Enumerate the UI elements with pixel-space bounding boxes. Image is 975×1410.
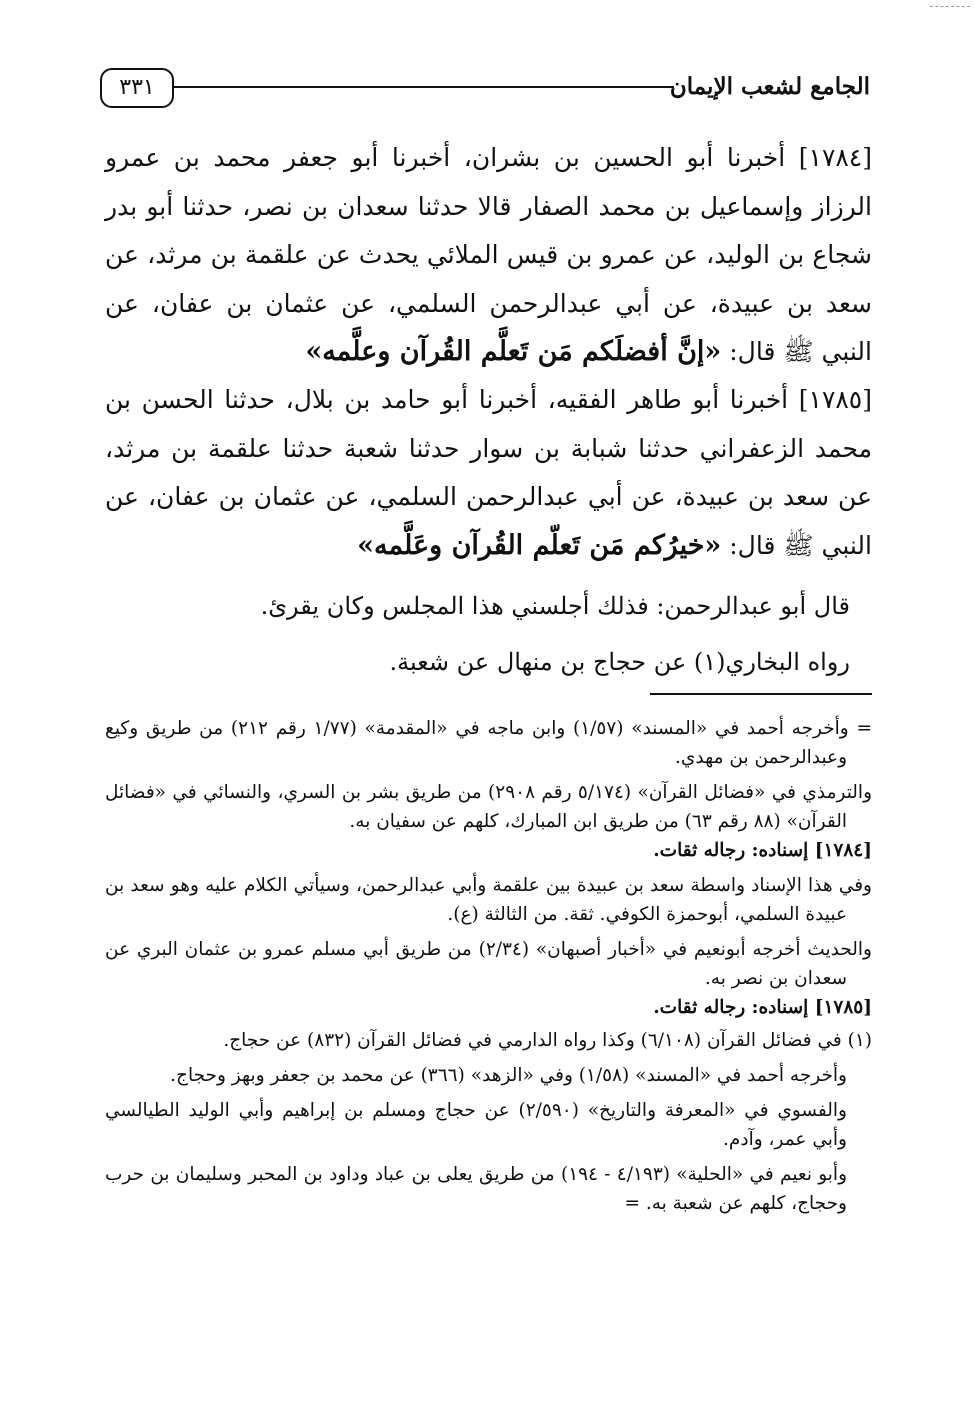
page-number: ٣٣١ <box>100 68 174 108</box>
narration-line-2: رواه البخاري(١) عن حجاج بن منهال عن شعبة. <box>389 648 850 676</box>
hadith-1784 <box>105 134 872 377</box>
footnote-1-d-text: وأبو نعيم في «الحلية» (٤/١٩٣ - ١٩٤) من طريق يعلى بن عباد وداود بن المحبر وسليمان بن حرب وحجاج، كلهم عن شعبة به. <box>105 1164 848 1214</box>
hadith-1784-quote: «إنَّ أفضلَكم مَن تَعلَّم القُرآن وعلَّمه» <box>305 336 722 368</box>
footnote-1784-note-a: وفي هذا الإسناد واسطة سعد بن عبيدة بين علقمة وأبي عبدالرحمن، وسيأتي الكلام عليه وهو سعد بن عبيدة السلمي، أبوحمزة الكوفي. ثقة. من الثالثة (ع). <box>105 875 872 925</box>
hadith-1785-quote: «خيرُكم مَن تَعلّم القُرآن وعَلَّمه» <box>357 529 722 561</box>
hadith-1785 <box>105 376 872 570</box>
footnote-1-b: وأخرجه أحمد في «المسند» (١/٥٨) وفي «الزهد» (٣٦٦) عن محمد بن جعفر وبهز وحجاج. <box>170 1065 847 1086</box>
footnote-1784-heading: [١٧٨٤] إسناده: رجاله ثقات. <box>653 840 872 861</box>
narration-line-1: قال أبو عبدالرحمن: فذلك أجلسني هذا المجلس وكان يقرئ. <box>260 592 850 620</box>
footnote-continuation-2: والترمذي في «فضائل القرآن» (٥/١٧٤ رقم ٢٩٠٨) من طريق بشر بن السري، والنسائي في «فضائل القرآن» (٨٨ رقم ٦٣) من طريق ابن المبارك، كلهم عن سفيان به. <box>105 782 872 832</box>
header-rule <box>172 86 674 88</box>
footnote-separator <box>650 693 872 695</box>
scan-edge-mark <box>930 6 970 7</box>
footnote-1784-note-b: والحديث أخرجه أبونعيم في «أخبار أصبهان» (٢/٣٤) من طريق أبي مسلم عمرو بن عثمان البري عن سعدان بن نصر به. <box>105 939 872 989</box>
page-header <box>100 68 870 108</box>
footnote-1-d <box>105 1160 872 1218</box>
footnotes <box>105 714 872 1218</box>
footnote-1: (١) في فضائل القرآن (٦/١٠٨) وكذا رواه الدارمي في فضائل القرآن (٨٣٢) عن حجاج. <box>223 1030 872 1051</box>
footnote-1785-heading: [١٧٨٥] إسناده: رجاله ثقات. <box>653 997 872 1018</box>
continuation-mark: = <box>624 1193 640 1214</box>
footnote-1-c: والفسوي في «المعرفة والتاريخ» (٢/٥٩٠) عن حجاج ومسلم بن إبراهيم وأبي الوليد الطيالسي وأبي عمر، وآدم. <box>105 1100 847 1150</box>
hadith-1785-text: [١٧٨٥] أخبرنا أبو طاهر الفقيه، أخبرنا أبو حامد بن بلال، حدثنا الحسن بن محمد الزعفراني حدثنا شبابة بن سوار حدثنا شعبة حدثنا علقمة بن مرثد، عن سعد بن عبيدة، عن أبي عبدالرحمن السلمي، عن عثمان بن عفان، عن النبي ﷺ قال: <box>105 385 872 560</box>
hadith-1784-text: [١٧٨٤] أخبرنا أبو الحسين بن بشران، أخبرنا أبو جعفر محمد بن عمرو الرزاز وإسماعيل بن محمد الصفار قالا حدثنا سعدان بن نصر، حدثنا أبو بدر شجاع بن الوليد، عن عمرو بن قيس الملائي يحدث عن علقمة بن مرثد، عن سعد بن عبيدة، عن أبي عبدالرحمن السلمي، عن عثمان بن عفان، عن النبي ﷺ قال: <box>105 143 872 367</box>
running-title: الجامع لشعب الإيمان <box>669 73 870 100</box>
footnote-continuation-1: = وأخرجه أحمد في «المسند» (١/٥٧) وابن ماجه في «المقدمة» (١/٧٧ رقم ٢١٢) من طريق وكيع وعبدالرحمن بن مهدي. <box>105 718 872 768</box>
